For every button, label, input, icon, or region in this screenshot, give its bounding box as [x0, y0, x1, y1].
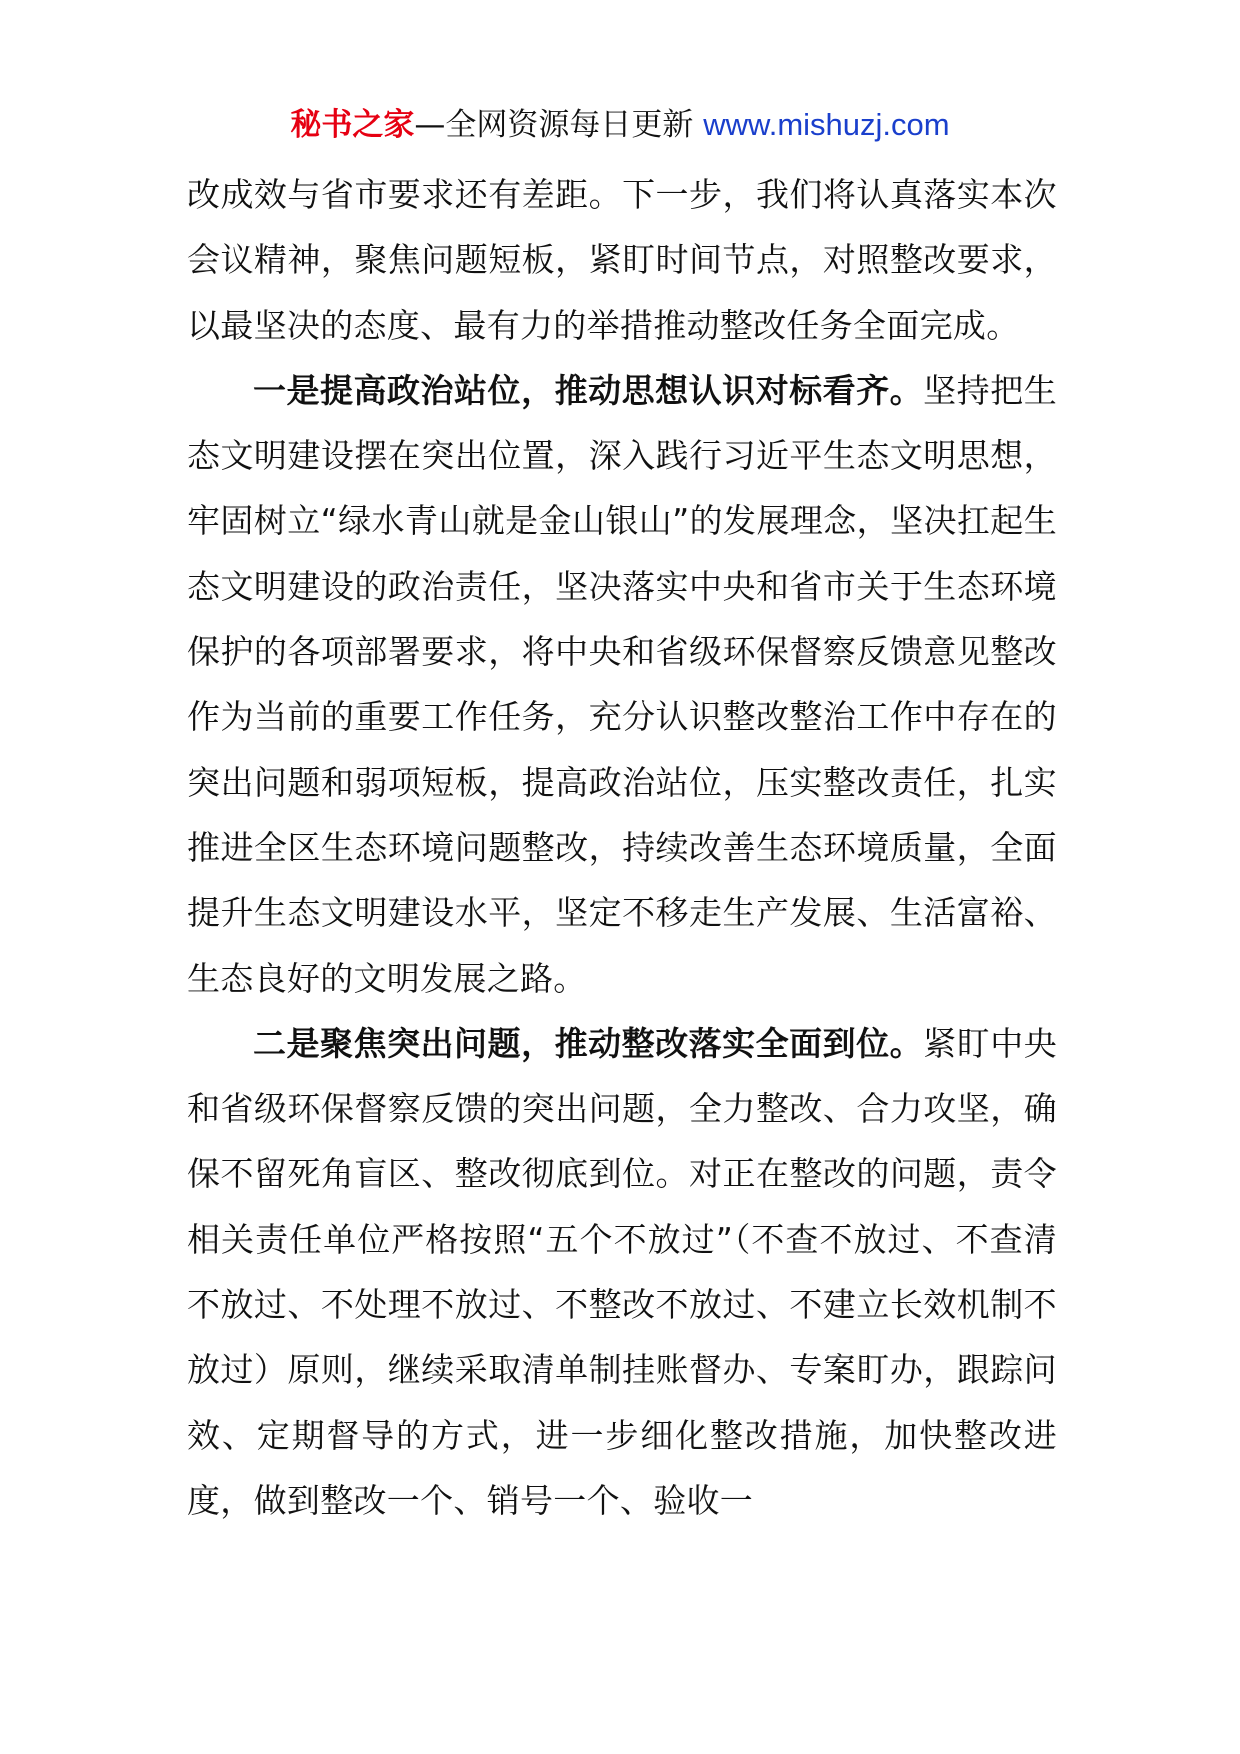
paragraph-text: 紧盯中央和省级环保督察反馈的突出问题，全力整改、合力攻坚，确保不留死角盲区、整改彻底到位。对正在整改的问题，责令相关责任单位严格按照“五个不放过”（不查不放过、不查清不放过、不处理不放过、不整改不放过、不建立长效机制不放过）原则，继续采取清单制挂账督办、专案盯办，跟踪问效、定期督导的方式，进一步细化整改措施，加快整改进度，做到整改一个、销号一个、验收一 [187, 1023, 1057, 1520]
document-body [187, 162, 1057, 1533]
paragraph-point-one [187, 358, 1057, 1011]
paragraph-lead: 一是提高政治站位，推动思想认识对标看齐。 [253, 370, 924, 410]
paragraph-continuation [187, 162, 1057, 358]
paragraph-text: 坚持把生态文明建设摆在突出位置，深入践行习近平生态文明思想，牢固树立“绿水青山就是金山银山”的发展理念，坚决扛起生态文明建设的政治责任，坚决落实中央和省市关于生态环境保护的各项部署要求，将中央和省级环保督察反馈意见整改作为当前的重要工作任务，充分认识整改整治工作中存在的突出问题和弱项短板，提高政治站位，压实整改责任，扎实推进全区生态环境问题整改，持续改善生态环境质量，全面提升生态文明建设水平，坚定不移走生产发展、生活富裕、生态良好的文明发展之路。 [187, 370, 1057, 998]
brand-name: 秘书之家 [290, 107, 415, 143]
paragraph-lead: 二是聚焦突出问题，推动整改落实全面到位。 [253, 1023, 924, 1063]
website-link[interactable]: www.mishuzj.com [703, 107, 950, 142]
page-header [0, 98, 1240, 152]
paragraph-text: 改成效与省市要求还有差距。下一步，我们将认真落实本次会议精神，聚焦问题短板，紧盯时间节点，对照整改要求，以最坚决的态度、最有力的举措推动整改任务全面完成。 [187, 175, 1057, 345]
header-slogan: —全网资源每日更新 [414, 107, 704, 143]
paragraph-point-two [187, 1011, 1057, 1533]
